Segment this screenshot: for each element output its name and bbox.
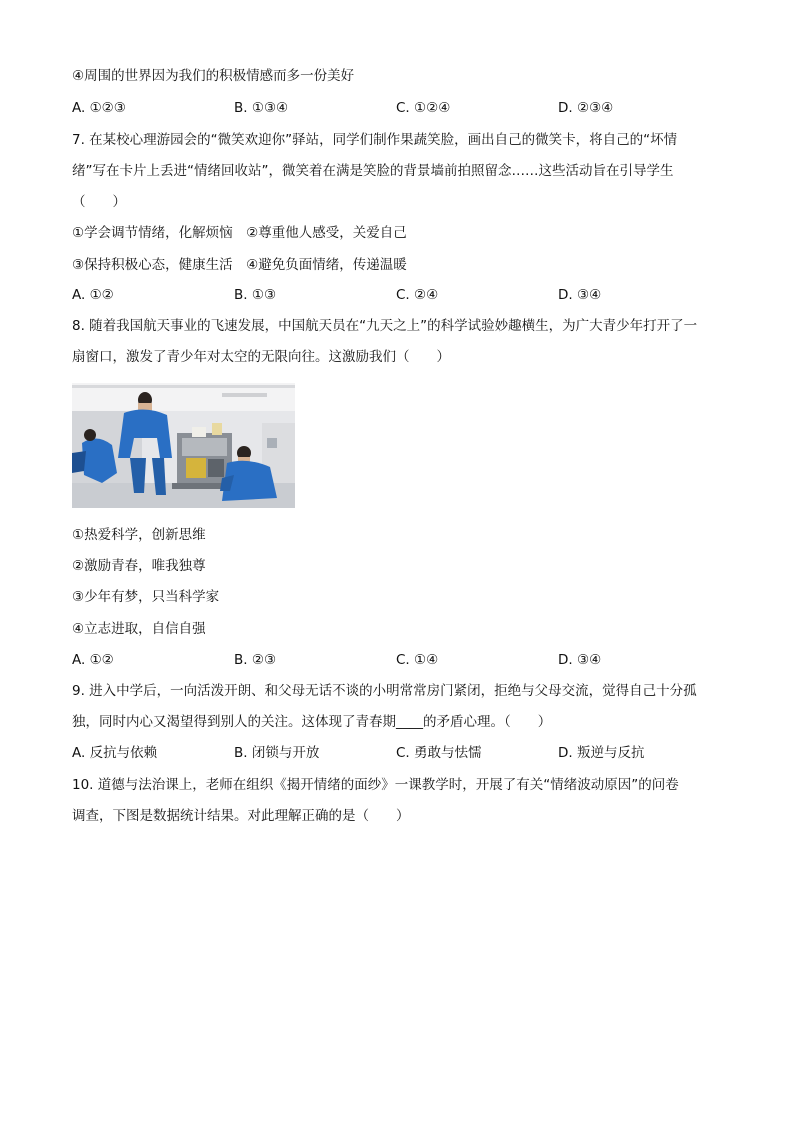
q9-option-a: A. 反抗与依赖 [72,745,158,761]
q7-stem-line1: 7. 在某校心理游园会的“微笑欢迎你”驿站，同学们制作果蔬笑脸，画出自己的微笑卡，将自己的“坏情 [72,132,678,148]
q7-answer-blank: （ ） [72,194,126,210]
q8-option-d: D. ③④ [558,652,602,668]
q8-stem-line1: 8. 随着我国航天事业的飞速发展，中国航天员在“九天之上”的科学试验妙趣横生，为广大青少年打开了一 [72,318,698,334]
q8-option-c: C. ①④ [396,652,439,668]
q8-statement-2: ②激励青春，唯我独尊 [72,558,206,574]
q7-statements-1-2: ①学会调节情绪，化解烦恼 ②尊重他人感受，关爱自己 [72,225,407,241]
q6-option-b: B. ①③④ [234,100,289,116]
q8-stem-line2: 扇窗口，激发了青少年对太空的无限向往。这激励我们（ ） [72,349,450,365]
line-q6-item4: ④周围的世界因为我们的积极情感而多一份美好 [72,68,355,84]
q7-stem-line2: 绪”写在卡片上丢进“情绪回收站”，微笑着在满是笑脸的背景墙前拍照留念……这些活动旨在引导学生 [72,163,674,179]
q6-option-d: D. ②③④ [558,100,614,116]
q8-statement-3: ③少年有梦，只当科学家 [72,589,220,605]
q7-option-b: B. ①③ [234,287,277,303]
q6-option-c: C. ①②④ [396,100,451,116]
q7-statements-3-4: ③保持积极心态，健康生活 ④避免负面情绪，传递温暖 [72,257,407,273]
q7-option-d: D. ③④ [558,287,602,303]
q9-option-b: B. 闭锁与开放 [234,745,320,761]
q7-option-c: C. ②④ [396,287,439,303]
q9-stem-line1: 9. 进入中学后，一向活泼开朗、和父母无话不谈的小明常常房门紧闭，拒绝与父母交流，觉得自己十分孤 [72,683,697,699]
q8-statement-4: ④立志进取，自信自强 [72,621,206,637]
q9-option-c: C. 勇敢与怯懦 [396,745,482,761]
q8-statement-1: ①热爱科学，创新思维 [72,527,206,543]
q7-option-a: A. ①② [72,287,114,303]
q9-stem-line2: 独，同时内心又渴望得到别人的关注。这体现了青春期____的矛盾心理。（ ） [72,714,552,730]
q6-option-a: A. ①②③ [72,100,126,116]
q10-stem-line1: 10. 道德与法治课上，老师在组织《揭开情绪的面纱》一课教学时，开展了有关“情绪波动原因”的问卷 [72,777,679,793]
q8-option-a: A. ①② [72,652,114,668]
q8-option-b: B. ②③ [234,652,277,668]
q10-stem-line2: 调查，下图是数据统计结果。对此理解正确的是（ ） [72,808,410,824]
q9-option-d: D. 叛逆与反抗 [558,745,645,761]
astronauts-experiment-photo [72,383,295,508]
